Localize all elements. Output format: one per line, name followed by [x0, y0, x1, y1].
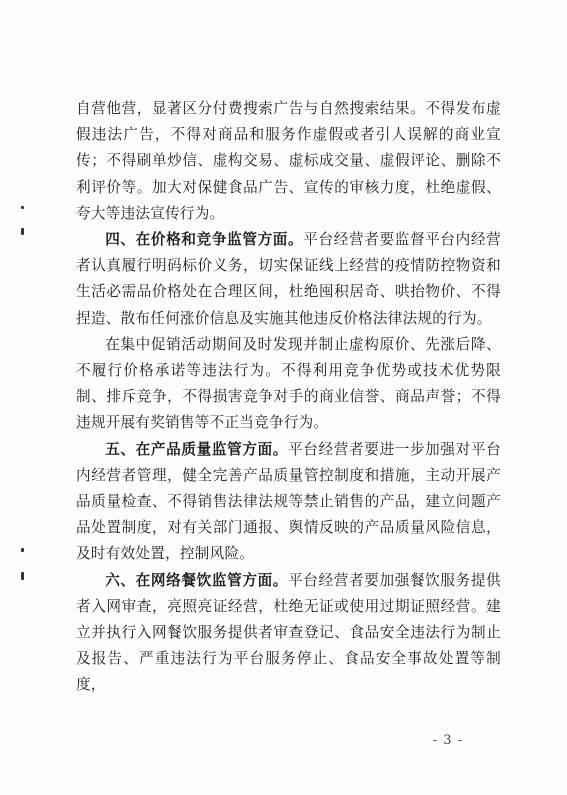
- section-heading: 四、在价格和竞争监管方面。: [105, 231, 304, 249]
- paragraph-text: 在集中促销活动期间及时发现并制止虚构原价、先涨后降、不履行价格承诺等违法行为。不得利用竞争优势或技术优势限制、排斥竞争，不得损害竞争对手的商业信誉、商品声誉；不得违规开展有奖销售等不正当竞争行为。: [76, 335, 501, 432]
- paragraph-product-quality: [76, 437, 501, 568]
- paragraph-text: 平台经营者要监督平台内经营者认真履行明码标价义务，切实保证线上经营的疫情防控物资和生活必需品价格处在合理区间，杜绝囤积居奇、哄抬物价、不得捏造、散布任何涨价信息及实施其他违反价格法律法规的行为。: [76, 231, 501, 327]
- paragraph-promotion: [76, 332, 501, 437]
- paragraph-price-competition: [76, 227, 501, 332]
- binding-hole-mark: [21, 548, 24, 552]
- document-body: [76, 96, 501, 699]
- paragraph-text: 平台经营者要加强餐饮服务提供者入网审查，亮照亮证经营，杜绝无证或使用过期证照经营。建立并执行入网餐饮服务提供者审查登记、食品安全违法行为制止及报告、严重违法行为平台服务停止、食品安全事故处置等制度，: [76, 571, 501, 694]
- binding-hole-mark: [21, 228, 24, 235]
- paragraph-online-catering: [76, 568, 501, 699]
- section-heading: 六、在网络餐饮监管方面。: [105, 571, 289, 589]
- paragraph-ad-continuation: [76, 96, 501, 227]
- section-heading: 五、在产品质量监管方面。: [105, 440, 289, 458]
- page-number: - 3 -: [432, 733, 463, 748]
- binding-hole-mark: [21, 206, 24, 209]
- paragraph-text: 自营他营，显著区分付费搜索广告与自然搜索结果。不得发布虚假违法广告，不得对商品和服务作虚假或者引人误解的商业宣传；不得刷单炒信、虚构交易、虚标成交量、虚假评论、删除不利评价等。加大对保健食品广告、宣传的审核力度，杜绝虚假、夸大等违法宣传行为。: [76, 100, 501, 222]
- binding-hole-mark: [21, 572, 24, 580]
- paragraph-text: 平台经营者要进一步加强对平台内经营者管理，健全完善产品质量管控制度和措施，主动开展产品质量检查、不得销售法律法规等禁止销售的产品，建立问题产品处置制度，对有关部门通报、舆情反映的产品质量风险信息，及时有效处置，控制风险。: [76, 440, 501, 563]
